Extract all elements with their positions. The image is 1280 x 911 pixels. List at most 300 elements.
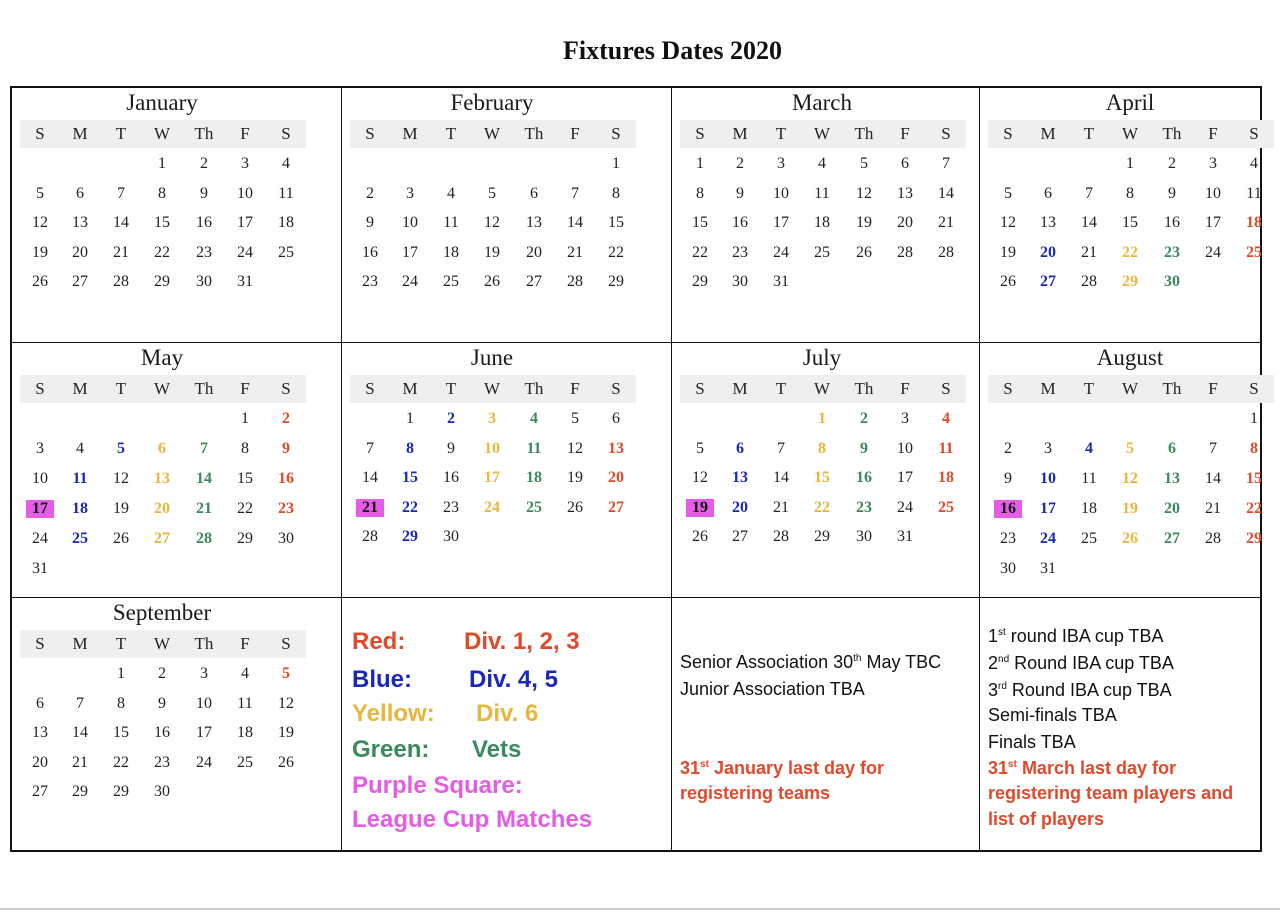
day: 24 (773, 243, 789, 261)
month-name: September (112, 600, 212, 625)
month-name: June (470, 345, 514, 370)
day: 12 (484, 214, 500, 231)
weekday-label: W (1121, 124, 1139, 143)
day: 28 (938, 243, 954, 261)
day: 4 (76, 440, 84, 457)
day: 3 (777, 155, 785, 172)
day: 3 (36, 440, 44, 457)
fixtures-calendar-grid (10, 86, 1262, 852)
day: 2 (736, 155, 744, 172)
day: 24 (32, 530, 48, 547)
day: 7 (117, 184, 125, 202)
legend-purple-line1: Purple Square: (352, 772, 523, 799)
day: 10 (1205, 184, 1221, 202)
day-blue-fixture: 25 (72, 530, 88, 547)
day: 7 (571, 184, 579, 202)
weekday-label: W (153, 124, 171, 143)
day: 29 (113, 783, 129, 800)
day-yellow-fixture: 5 (1126, 440, 1134, 457)
day: 15 (608, 214, 624, 231)
day: 19 (113, 500, 129, 517)
day: 27 (732, 528, 748, 545)
day: 30 (856, 528, 872, 545)
day: 27 (526, 273, 542, 290)
player-deadline-line3: list of players (988, 809, 1105, 829)
weekday-header (350, 375, 636, 403)
day: 14 (362, 469, 378, 486)
month-name: April (1105, 90, 1155, 115)
day: 19 (567, 469, 583, 486)
month-july (672, 343, 980, 598)
cup-panel (980, 598, 1262, 852)
day: 27 (72, 273, 88, 290)
day: 10 (402, 214, 418, 231)
day: 1 (612, 155, 620, 172)
day: 24 (237, 243, 253, 261)
day: 11 (1246, 184, 1262, 202)
day-red-fixture: 29 (1246, 530, 1262, 547)
day: 30 (154, 783, 170, 800)
day: 26 (692, 528, 708, 545)
day: 1 (1250, 410, 1258, 427)
day: 12 (32, 214, 48, 231)
day: 8 (117, 694, 125, 712)
day: 11 (443, 214, 459, 231)
day: 19 (1000, 243, 1016, 261)
cup-round-3-sup: rd (998, 681, 1007, 692)
day: 6 (1044, 184, 1052, 202)
day: 29 (814, 528, 830, 545)
day: 22 (608, 243, 624, 261)
day: 23 (732, 243, 748, 261)
day: 15 (692, 214, 708, 231)
day-yellow-fixture: 13 (154, 470, 170, 487)
day: 25 (237, 753, 253, 771)
day: 8 (241, 440, 249, 457)
day-blue-fixture: 11 (72, 470, 88, 487)
day: 13 (897, 184, 913, 202)
day: 9 (447, 439, 455, 457)
day: 1 (117, 665, 125, 682)
day: 9 (1004, 470, 1012, 487)
day: 3 (1209, 155, 1217, 172)
weekday-label: Th (194, 124, 214, 143)
day-yellow-fixture: 29 (1122, 273, 1138, 290)
day: 31 (237, 273, 253, 290)
weekday-label: T (445, 124, 457, 143)
weekday-label: T (115, 634, 127, 653)
weekday-label: W (483, 124, 501, 143)
weekday-label: M (72, 634, 88, 653)
day: 1 (696, 155, 704, 172)
team-deadline-line1 (680, 758, 884, 779)
day-yellow-fixture: 12 (1122, 470, 1138, 487)
cup-round-3 (988, 680, 1172, 701)
weekday-label: S (35, 634, 45, 653)
day: 30 (196, 273, 212, 290)
senior-association-suffix: May TBC (861, 652, 942, 672)
day: 15 (1122, 214, 1138, 231)
day-red-fixture: 5 (282, 665, 290, 682)
day: 8 (1126, 184, 1134, 202)
day: 6 (36, 694, 44, 712)
month-january (12, 88, 342, 343)
day: 6 (530, 184, 538, 202)
day: 21 (938, 214, 954, 231)
day: 28 (362, 528, 378, 545)
day: 4 (447, 184, 455, 202)
day-green-fixture: 25 (526, 498, 542, 516)
day-green-fixture: 23 (856, 498, 872, 516)
day: 26 (567, 498, 583, 516)
weekday-label: Th (1162, 379, 1182, 398)
day: 12 (856, 184, 872, 202)
day: 30 (443, 528, 459, 545)
day: 5 (488, 184, 496, 202)
day: 28 (1205, 530, 1221, 547)
day-green-fixture: 9 (860, 439, 868, 457)
day: 16 (443, 469, 459, 486)
day: 21 (773, 498, 789, 516)
day: 19 (278, 724, 294, 741)
weekday-label: F (240, 634, 250, 653)
day-red-fixture: 25 (938, 498, 954, 516)
day: 3 (200, 665, 208, 682)
legend-blue-value: Div. 4, 5 (469, 666, 558, 693)
weekday-label: W (153, 379, 171, 398)
day: 28 (897, 243, 913, 261)
day-yellow-fixture: 3 (488, 410, 496, 427)
weekday-label: Th (194, 634, 214, 653)
day: 28 (113, 273, 129, 290)
cup-round-2 (988, 653, 1174, 674)
weekday-label: S (1003, 124, 1013, 143)
day: 3 (406, 184, 414, 202)
day: 12 (1000, 214, 1016, 231)
day: 18 (443, 243, 459, 261)
day: 9 (200, 184, 208, 202)
day: 26 (484, 273, 500, 290)
day: 5 (860, 155, 868, 172)
day: 9 (158, 694, 166, 712)
day: 16 (196, 214, 212, 231)
weekday-label: W (1121, 379, 1139, 398)
legend-blue (352, 666, 558, 694)
weekday-label: S (1249, 379, 1259, 398)
day-league-cup: 19 (686, 499, 714, 517)
day: 14 (1205, 470, 1221, 487)
day: 9 (1168, 184, 1176, 202)
day-blue-fixture: 24 (1040, 530, 1056, 547)
weekday-label: W (483, 379, 501, 398)
month-may (12, 343, 342, 598)
weekday-label: S (611, 379, 621, 398)
month-june (342, 343, 672, 598)
day: 20 (72, 243, 88, 261)
cup-round-3-suffix: Round IBA cup TBA (1006, 680, 1172, 700)
day-green-fixture: 13 (1164, 470, 1180, 487)
weekday-label: S (695, 379, 705, 398)
weekday-label: S (1003, 379, 1013, 398)
cup-round-1 (988, 626, 1164, 647)
day-red-fixture: 13 (608, 439, 624, 457)
association-panel (672, 598, 980, 852)
page-bottom-rule (0, 908, 1280, 910)
weekday-label: S (281, 634, 291, 653)
day: 1 (406, 410, 414, 427)
day-yellow-fixture: 24 (484, 498, 500, 516)
day: 15 (154, 214, 170, 231)
day: 5 (696, 439, 704, 457)
day: 20 (526, 243, 542, 261)
weekday-label: W (813, 379, 831, 398)
day-blue-fixture: 6 (736, 439, 744, 457)
day-blue-fixture: 5 (117, 440, 125, 457)
player-deadline-suffix: March last day for (1016, 758, 1176, 778)
month-march (672, 88, 980, 343)
day: 6 (76, 184, 84, 202)
weekday-label: F (900, 124, 910, 143)
day: 25 (278, 243, 294, 261)
team-deadline-line2: registering teams (680, 783, 831, 803)
day: 11 (278, 184, 294, 202)
day-green-fixture: 14 (196, 470, 212, 487)
day: 17 (773, 214, 789, 231)
weekday-label: S (281, 379, 291, 398)
day: 13 (526, 214, 542, 231)
day-yellow-fixture: 10 (484, 439, 500, 457)
day: 5 (571, 410, 579, 427)
cup-finals: Finals TBA (988, 732, 1076, 752)
day-yellow-fixture: 1 (818, 410, 826, 427)
weekday-label: T (115, 124, 127, 143)
day: 2 (1168, 155, 1176, 172)
day-red-fixture: 4 (942, 410, 950, 427)
day-blue-fixture: 13 (732, 469, 748, 486)
month-february (342, 88, 672, 343)
day-yellow-fixture: 15 (814, 469, 830, 486)
day: 31 (773, 273, 789, 290)
day: 23 (196, 243, 212, 261)
weekday-label: F (570, 124, 580, 143)
senior-association-prefix: Senior Association 30 (680, 652, 854, 672)
weekday-label: S (365, 124, 375, 143)
day: 17 (237, 214, 253, 231)
month-august (980, 343, 1262, 598)
day-red-fixture: 20 (608, 469, 624, 486)
day-blue-fixture: 17 (1040, 500, 1056, 517)
day-red-fixture: 18 (938, 469, 954, 486)
day-blue-fixture: 29 (402, 528, 418, 545)
weekday-label: T (1083, 124, 1095, 143)
day: 20 (897, 214, 913, 231)
legend-green-label: Green: (352, 736, 430, 763)
day: 21 (72, 753, 88, 771)
weekday-label: S (365, 379, 375, 398)
legend-blue-label: Blue: (352, 666, 412, 693)
day: 18 (237, 724, 253, 741)
day: 21 (1205, 500, 1221, 517)
day: 26 (1000, 273, 1016, 290)
day: 30 (1000, 560, 1016, 577)
day: 12 (567, 439, 583, 457)
day: 14 (773, 469, 789, 486)
day: 4 (1250, 155, 1258, 172)
day: 28 (1081, 273, 1097, 290)
day: 12 (692, 469, 708, 486)
day-yellow-fixture: 20 (154, 500, 170, 517)
weekday-label: S (35, 379, 45, 398)
legend-green (352, 736, 522, 764)
page-title: Fixtures Dates 2020 (562, 36, 783, 65)
weekday-label: M (402, 124, 418, 143)
day: 17 (897, 469, 913, 486)
cup-round-1-prefix: 1 (988, 626, 999, 646)
day: 28 (773, 528, 789, 545)
day: 4 (282, 155, 290, 172)
day: 9 (366, 214, 374, 231)
day-blue-fixture: 4 (1085, 440, 1093, 457)
day: 10 (773, 184, 789, 202)
day: 17 (1205, 214, 1221, 231)
day-red-fixture: 25 (1246, 243, 1262, 261)
weekday-label: M (402, 379, 418, 398)
weekday-label: S (941, 124, 951, 143)
month-name: February (450, 90, 534, 115)
player-deadline-line2: registering team players and (988, 783, 1234, 803)
senior-association (680, 652, 941, 673)
day: 25 (814, 243, 830, 261)
day: 17 (196, 724, 212, 741)
day-blue-fixture: 22 (402, 498, 418, 516)
weekday-label: Th (854, 124, 874, 143)
legend-panel (342, 598, 672, 852)
weekday-header (20, 120, 306, 148)
weekday-label: M (72, 379, 88, 398)
weekday-label: M (1040, 379, 1056, 398)
player-deadline-line1 (988, 758, 1176, 779)
cup-round-2-prefix: 2 (988, 653, 999, 673)
day-green-fixture: 20 (1164, 500, 1180, 517)
day: 29 (154, 273, 170, 290)
day: 5 (36, 184, 44, 202)
day: 26 (113, 530, 129, 547)
team-deadline-suffix: January last day for (708, 758, 885, 778)
day: 22 (692, 243, 708, 261)
weekday-label: T (445, 379, 457, 398)
day: 8 (612, 184, 620, 202)
day-green-fixture: 18 (526, 469, 542, 486)
day-league-cup: 21 (356, 499, 384, 517)
legend-red (352, 628, 580, 656)
month-name: March (791, 90, 853, 115)
day-green-fixture: 23 (1164, 243, 1180, 261)
day: 31 (1040, 560, 1056, 577)
day-red-fixture: 11 (938, 439, 954, 457)
weekday-label: S (35, 124, 45, 143)
day-yellow-fixture: 6 (158, 440, 166, 457)
day: 7 (1085, 184, 1093, 202)
day: 9 (736, 184, 744, 202)
day: 18 (1081, 500, 1097, 517)
day-green-fixture: 11 (526, 439, 542, 457)
day-blue-fixture: 20 (1040, 243, 1056, 261)
day: 19 (484, 243, 500, 261)
weekday-label: M (1040, 124, 1056, 143)
day: 7 (777, 439, 785, 457)
day-green-fixture: 4 (530, 410, 538, 427)
day: 15 (237, 470, 253, 487)
day-green-fixture: 7 (200, 440, 208, 457)
day: 22 (154, 243, 170, 261)
day: 4 (241, 665, 249, 682)
player-deadline-prefix: 31 (988, 758, 1009, 778)
day: 31 (897, 528, 913, 545)
cup-round-1-sup: st (998, 627, 1006, 638)
day-green-fixture: 27 (1164, 530, 1180, 547)
day: 19 (856, 214, 872, 231)
weekday-label: F (900, 379, 910, 398)
legend-yellow (352, 700, 539, 728)
day: 17 (402, 243, 418, 261)
weekday-label: F (570, 379, 580, 398)
day: 18 (814, 214, 830, 231)
day-yellow-fixture: 22 (814, 498, 830, 516)
day: 19 (32, 243, 48, 261)
day-green-fixture: 21 (196, 500, 212, 517)
day: 10 (32, 470, 48, 487)
day: 29 (237, 530, 253, 547)
cup-round-2-sup: nd (998, 654, 1010, 665)
day: 14 (113, 214, 129, 231)
day: 13 (32, 724, 48, 741)
day: 26 (278, 753, 294, 771)
day-blue-fixture: 8 (406, 439, 414, 457)
day: 23 (443, 498, 459, 516)
day: 4 (818, 155, 826, 172)
day-green-fixture: 30 (1164, 273, 1180, 290)
day: 14 (1081, 214, 1097, 231)
day: 2 (366, 184, 374, 202)
day: 24 (1205, 243, 1221, 261)
day: 24 (897, 498, 913, 516)
day: 22 (113, 753, 129, 771)
day-yellow-fixture: 8 (818, 439, 826, 457)
day: 5 (1004, 184, 1012, 202)
weekday-label: S (281, 124, 291, 143)
cup-round-3-prefix: 3 (988, 680, 999, 700)
day: 1 (241, 410, 249, 427)
weekday-label: Th (524, 124, 544, 143)
day: 23 (1000, 530, 1016, 547)
day-blue-fixture: 15 (402, 469, 418, 486)
weekday-label: M (732, 379, 748, 398)
day: 25 (443, 273, 459, 290)
player-deadline-sup: st (1008, 759, 1017, 770)
day: 20 (32, 753, 48, 771)
weekday-label: T (775, 379, 787, 398)
day-red-fixture: 2 (282, 410, 290, 427)
cup-semi-finals: Semi-finals TBA (988, 705, 1117, 725)
junior-association: Junior Association TBA (680, 679, 865, 699)
day: 27 (32, 783, 48, 800)
day: 12 (113, 470, 129, 487)
day: 2 (200, 155, 208, 172)
day: 12 (278, 694, 294, 712)
legend-yellow-value: Div. 6 (476, 700, 539, 727)
weekday-label: F (1208, 124, 1218, 143)
day: 10 (237, 184, 253, 202)
